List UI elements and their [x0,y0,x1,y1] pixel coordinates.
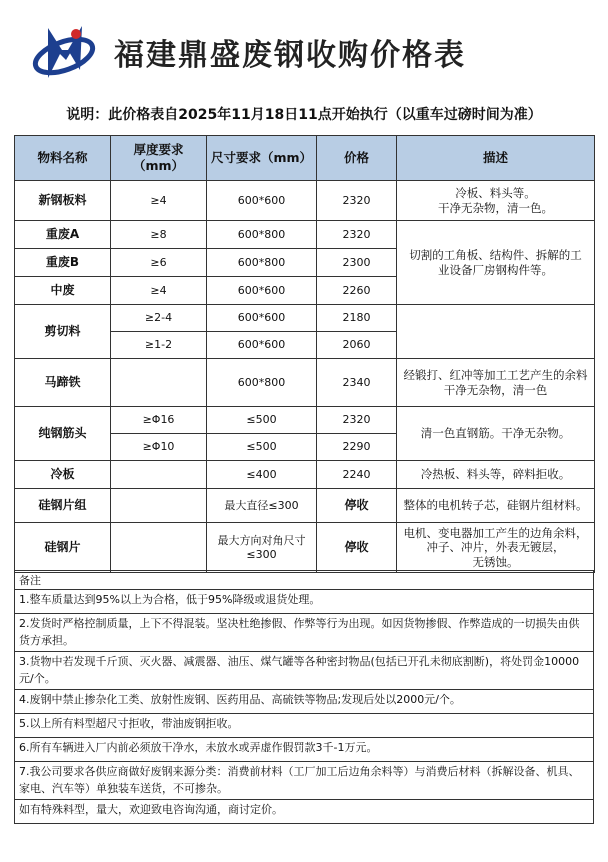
table-row [15,359,595,407]
col-header-price: 价格 [317,136,397,181]
item-size: 600*800 [207,249,317,277]
company-logo-icon [30,20,100,86]
item-thickness-empty [111,489,207,523]
remark-1: 1.整车质量达到95%以上为合格，低于95%降级或退货处理。 [14,590,594,614]
item-size: 600*800 [207,359,317,407]
item-desc-line2: 无锈蚀。 [472,554,519,569]
table-header-row [15,136,595,181]
remark-7: 7.我公司要求各供应商做好废钢来源分类：消费前材料（工厂加工后边角余料等）与消费后材料（拆解设备、机具、家电、汽车等）单独装车送货，不可掺杂。 [14,762,594,800]
group-desc-line2: 业设备厂房钢构件等。 [438,262,553,277]
item-thickness: ≥8 [111,221,207,249]
item-price: 2260 [317,277,397,305]
item-desc-line1: 经锻打、红冲等加工工艺产生的余料 [403,368,588,383]
item-price: 2060 [317,332,397,359]
table-row [15,461,595,489]
item-size: ≤500 [207,434,317,461]
remark-4: 4.废钢中禁止掺杂化工类、放射性废钢、医药用品、高硫铁等物品;发现后处以2000元/个。 [14,690,594,714]
item-thickness [111,461,207,489]
item-size: 600*800 [207,221,317,249]
item-thickness: ≥4 [111,181,207,221]
item-thickness [111,359,207,407]
item-name: 新钢板料 [15,181,111,221]
item-thickness: ≥2-4 [111,305,207,332]
item-thickness: ≥6 [111,249,207,277]
group-desc-line1: 切割的工角板、结构件、拆解的工 [409,248,582,263]
item-size: 600*600 [207,277,317,305]
item-name: 重废A [15,221,111,249]
table-row [15,181,595,221]
remark-5: 5.以上所有料型超尺寸拒收，带油废钢拒收。 [14,714,594,738]
item-name: 纯钢筋头 [15,407,111,461]
item-desc: 清一色直钢筋。干净无杂物。 [397,407,595,461]
item-desc-line1: 冷板、料头等。 [455,186,536,201]
item-desc-empty [397,305,595,359]
item-price: 停收 [317,489,397,523]
remark-6: 6.所有车辆进入厂内前必须放干净水，未放水或弄虚作假罚款3千-1万元。 [14,738,594,762]
col-header-thickness-line1: 厚度要求 [133,142,184,158]
item-price: 2320 [317,181,397,221]
table-row [15,305,595,332]
col-header-thickness [111,136,207,181]
item-size: ≤500 [207,407,317,434]
item-name: 中废 [15,277,111,305]
price-table [14,135,595,573]
item-name: 重废B [15,249,111,277]
item-name: 冷板 [15,461,111,489]
item-name: 马蹄铁 [15,359,111,407]
item-size: ≤400 [207,461,317,489]
item-thickness: ≥1-2 [111,332,207,359]
item-price: 2180 [317,305,397,332]
item-price: 2320 [317,221,397,249]
item-size: 600*600 [207,181,317,221]
item-price: 停收 [317,523,397,573]
item-price: 2320 [317,407,397,434]
item-price: 2340 [317,359,397,407]
item-price: 2300 [317,249,397,277]
item-desc: 整体的电机转子芯，硅钢片组材料。 [397,489,595,523]
item-desc [397,359,595,407]
item-name: 硅钢片 [15,523,111,573]
item-thickness-empty [111,523,207,573]
item-thickness: ≥Φ10 [111,434,207,461]
col-header-size: 尺寸要求（mm） [207,136,317,181]
remarks-label: 备注 [14,570,594,590]
remark-2: 2.发货时严格控制质量，上下不得混装。坚决杜绝掺假、作弊等行为出现。如因货物掺假、作弊造成的一切损失由供货方承担。 [14,614,594,652]
item-size-line1: 最大方向对角尺寸 [217,533,306,547]
header [0,0,608,100]
col-header-thickness-line2: （mm） [132,158,185,173]
table-row [15,489,595,523]
page-title: 福建鼎盛废钢收购价格表 [114,38,466,73]
remark-3: 3.货物中若发现千斤顶、灭火器、减震器、油压、煤气罐等各种密封物品(包括已开孔未彻底割断)，将处罚金10000元/个。 [14,652,594,690]
item-thickness: ≥Φ16 [111,407,207,434]
group-desc [397,221,595,305]
item-size [207,523,317,573]
table-row [15,523,595,573]
remark-8: 如有特殊料型，量大，欢迎致电咨询沟通，商讨定价。 [14,800,594,824]
item-desc-line2: 干净无杂物，清一色 [443,382,548,397]
item-size: 最大直径≤300 [207,489,317,523]
item-price: 2290 [317,434,397,461]
item-size: 600*600 [207,305,317,332]
item-desc-line1: 电机、变电器加工产生的边角余料，冲子、冲片，外表无镀层， [403,525,588,555]
col-header-name: 物料名称 [15,136,111,181]
item-desc [397,523,595,573]
item-thickness: ≥4 [111,277,207,305]
item-desc [397,181,595,221]
item-name: 剪切料 [15,305,111,359]
item-desc: 冷热板、料头等，碎料拒收。 [397,461,595,489]
item-size-line2: ≤300 [246,547,277,561]
item-price: 2240 [317,461,397,489]
table-row [15,221,595,249]
col-header-desc: 描述 [397,136,595,181]
item-name: 硅钢片组 [15,489,111,523]
item-size: 600*600 [207,332,317,359]
effective-date-note: 说明：此价格表自2025年11月18日11点开始执行（以重车过磅时间为准） [66,107,542,123]
table-row [15,407,595,434]
item-desc-line2: 干净无杂物，清一色。 [438,200,553,215]
